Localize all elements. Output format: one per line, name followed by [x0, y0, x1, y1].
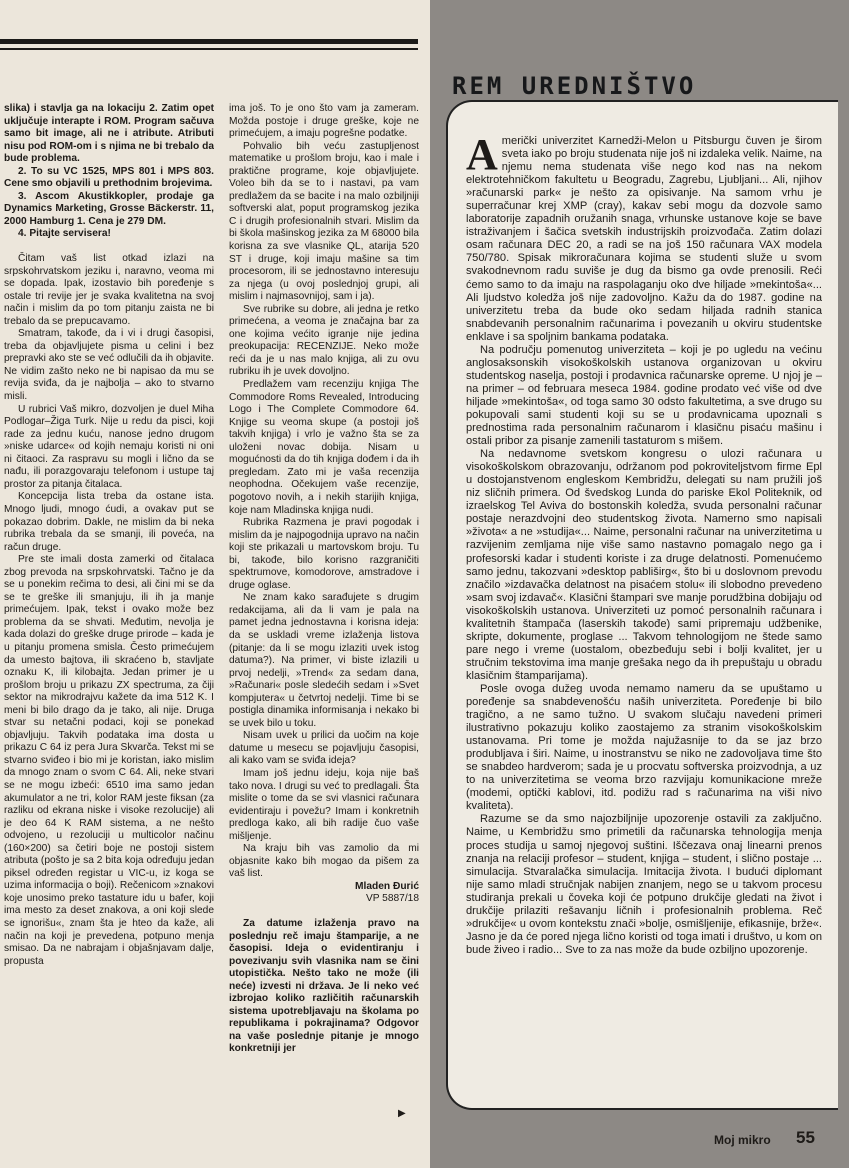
letter-signature-name: Mladen Đurić: [355, 880, 419, 892]
editorial-paragraph: Američki univerzitet Karnedži-Melon u Pitsburgu čuven je širom sveta iako po broju studenata nije još ni izdaleka velik. Naime, na njemu nema studenata više nego kod nas na nekom elektrotehničkom fakultetu u Beogradu, Zagrebu, Ljubljani... Ali, njihov »računarski park« je nešto za opisivanje. Na samom vrhu je superračunar krej XMP (cray), kakav sebi mogu da dozvole samo laboratorije zapadnih oružanih snaga, vrhunske ustanove koje se bave istraživanjem i šačica svetskih industrijskih proizvođača. Zatim dolazi osam računara DEC 20, a radi se na još 150 računara VAX modela 750/780. Spisak mikroračunara kojima se studenti služe u svom svakodnevnom radu suviše je dug da bismo ga ovde prenosili. Reći ćemo samo to da imaju na raspolaganju oko dve hiljade »mekintoša«... Ali ljudstvo koledža još nije zadovoljno. Kažu da do 1987. godine na univerzitetu treba da bude oko sedam hiljada radnih stanica snabdevanih personalnim računarima i povezanih u okviru studentske enklave i sa spoljnim bankama podataka.: [466, 135, 822, 343]
answer-paragraph: 2. To su VC 1525, MPS 801 i MPS 803. Cene smo objavili u prethodnim brojevima.: [4, 165, 214, 190]
editorial-column: [466, 135, 822, 1100]
letter-paragraph: Predlažem vam recenziju knjiga The Commodore Roms Revealed, Introducing Logo i The Complete Commodore 64. Knjige su veoma skupe (a postoji još takvih knjiga) i vrlo je važno šta se za uloženi novac dobija. Nisam u mogućnosti da do tih knjiga dođem i da ih pregledam. Zato mi je vaša recenzija neophodna. Očekujem vaše recenzije, pogotovo novih, a i nekih starijih knjiga, koje nam Mladinska knjiga nudi.: [229, 379, 419, 516]
answer-paragraph: 3. Ascom Akustikkopler, prodaje ga Dynamics Marketing, Grosse Bäckerstr. 11, 2000 Hamburg 1. Cena je 279 DM.: [4, 190, 214, 227]
letter-paragraph: Imam još jednu ideju, koja nije baš tako nova. I drugi su već to predlagali. Šta mislite o tome da se svi vlasnici računara evidentiraju i povežu? Imam i konkretnih predloga kako, ali bih radije čuo vaše mišljenje.: [229, 767, 419, 842]
letter-paragraph: Pre ste imali dosta zamerki od čitalaca zbog prevoda na srpskohrvatski. Tačno je da se u ponekim rečima to desi, ali čini mi se da se te greške ili smanjuju, ili ih ja manje primećujem. Ipak, tekst i ovako može bez problema da se shvati. Međutim, nevolja je kada dolazi do greške druge prirode – kada je u pitanju promena smisla. Često primećujem da umesto bajtova, ili skraćeno b, stavljate oznaku K, ili kilobajta. Jedan primer je u prošlom broju u prikazu ZX spectruma, za čiji sektor na mikrodrajvu kažete da ima 512 K. I meni bi bilo drago da je tako, ali nije. Druga stvar su netačni podaci, koji se ponekad objavljuju. Takvih podataka ima dosta u prikazu C 64 iz pera Jura Skvarča. Tekst mi se stvarno sviđeo i bio mi je koristan, iako mislim da mnogo znam o svom C 64. Ali, neke stvari se ne mogu izbeći: 6510 ima samo jedan akumulator a ne tri, kolor RAM jeste fiksan (za razliku od ekrana niske i visoke rezolucije) ali je deo 64 K RAM sistema, a ne nešto odvojeno, u rezoluciji u multicolor načinu (160×200) sa četiri boje ne postoji sistem atributa (pošto je sa 2 bita koja određuju jedan piksel određen registar u VIC-u, iz koga se uzima informacija o boji). Rečenicom »znakovi koje unosimo preko tastature idu u bafer, koji ima mesto za deset znakova, a oni koji slede se ignorišu«, znam šta je hteo da kaže, ali način na koji je prevedena, potpuno menja smisao. Da ne nabrajam i objašnjavam dalje, propusta: [4, 554, 214, 967]
top-rule-thick: [0, 39, 418, 44]
letter-paragraph: Na kraju bih vas zamolio da mi objasnite kako bih mogao da pišem za vaš list.: [229, 843, 419, 880]
continue-arrow-icon: ▶: [398, 1108, 406, 1119]
section-title: REM UREDNIŠTVO: [452, 72, 697, 100]
answer-paragraph: slika) i stavlja ga na lokaciju 2. Zatim opet uključuje interapte i ROM. Program sačuva samo bit image, ali ne i atribute. Atributi nisu pod ROM-om i s njima ne bi trebalo da bude problema.: [4, 103, 214, 165]
answer-paragraph: 4. Pitajte servisera!: [18, 228, 111, 240]
letter-paragraph: Ne znam kako sarađujete s drugim redakcijama, ali da li vam je pala na pamet jedna jednostavna i korisna ideja: da se uskladi vreme izlaženja listova (pitanje: da li se mogu izlaziti uvek istog datuma?). Na primer, vi biste izlazili u prvoj nedelji, »Trend« za sedam dana, »Računari« posle sledećih sedam i »Svet kompjutera« u četvrtoj nedelji. Time bi se postigla dinamika informisanja i nekako bi se uvek bilo u toku.: [229, 592, 419, 729]
letter-paragraph: Koncepcija lista treba da ostane ista. Mnogo ljudi, mnogo ćudi, a ovakav put se pokazao dobrim. Dakle, ne mislim da bi neka rubrika trebala da se smanji, ili poveća, na račun druge.: [4, 491, 214, 553]
letter-paragraph: Pohvalio bih veću zastupljenost matematike u prošlom broju, kao i male i praktične programe, koje objavljujete. Voleo bih da se to i nastavi, pa vam predlažem da se bacite i na malo ozbiljniji softverski alat, poput programskog jezika C i drugih profesionalnih stvari. Mislim da bi škola mašinskog jezika za M 68000 bila korisna za sve vlasnike QL, atarija 520 ST i druge, koji imaju mašine sa tim procesorom, ili se jednostavno interesuju za njega (u ovoj poslednjoj grupi, ali mislim i najmasovnijoj, sam i ja).: [229, 140, 419, 303]
editorial-reply: Za datume izlaženja pravo na poslednju reč imaju štamparije, a ne časopisi. Ideja o evidentiranju i povezivanju svih vlasnika nam se čini utopističkа. Nešto tako ne može (ili neće) izvesti ni država. Je li neko već izbrojao koliko različitih računarskih sistema upotrebljavaju na školama po republikama i pokrajinama? Odgovor na vaše poslednje pitanje je mnogo konkretniji jer: [229, 918, 419, 1055]
letters-column-1: [4, 103, 214, 1133]
letter-paragraph: Nisam uvek u prilici da uočim na koje datume u mesecu se pojavljuju časopisi, ali kako vam se sviđa ideja?: [229, 730, 419, 767]
drop-cap: A: [466, 135, 498, 179]
letter-paragraph: Sve rubrike su dobre, ali jedna je retko primećena, a veoma je značajna bar za one kojima većito igranje nije jedina preokupacija: RECENZIJE. Neko može reći da je u nas malo knjiga, ali zu ovu rubriku ih je uvek dovoljno.: [229, 303, 419, 378]
letter-signature-place: VP 5887/18: [365, 893, 419, 905]
letter-paragraph: U rubrici Vaš mikro, dozvoljen je duel Miha Podlogar–Žiga Turk. Nije u redu da pisci, koji rade za jednu kuću, nanose jedno drugom »niske udarce« od kojih nemaju koristi ni oni ni čitaoci. Za raspravu su mogli i lično da se nađu, ili porazgovaraju telefonom i ustupe taj prostor za pitanja čitalaca.: [4, 403, 214, 490]
letters-column-2: [229, 103, 419, 1133]
letter-paragraph: Rubrika Razmena je pravi pogodak i mislim da je najpogodnija upravo na način koji ste prikazali u martovskom broju. Tu bi, takođe, bilo korisno razgraničiti spektrumove, komodorove, amstradove i druge oglase.: [229, 517, 419, 591]
publication-name: Moj mikro: [714, 1133, 771, 1147]
letter-paragraph: ima još. To je ono što vam ja zameram. Možda postoje i druge greške, koje ne primećujem, a imaju pogrešne podatke.: [229, 103, 419, 140]
page-number: 55: [796, 1128, 815, 1147]
letter-paragraph: Čitam vaš list otkad izlazi na srpskohrvatskom jeziku i, naravno, veoma mi se dopada. Ipak, izostavio bih poređenje s ostale tri revije jer je svaka kvalitetna na svoj način i mislim da po tom pitanju zaista ne bi trebalo da se prepucavamo.: [4, 253, 214, 327]
editorial-paragraph: Posle ovoga dužeg uvoda nemamo nameru da se upuštamo u poređenje sa snabdevenošću naših univerziteta. Poređenje bi bilo tragično, a ne samo tužno. U svakom slučaju navedeni primeri ilustrativno pokazuju koliko zaostajemo za stranim visokoškolskim ustanovama. Pri tome je možda najužasnije to da se jaz brzo produbljava i širi. Naime, u inostranstvu se niko ne zadovoljava time što se snabdeo hardverom; sada je u procvatu softverska proizvodnja, a uz to na univerzitetima se veoma brzo razvijaju komunikacione mreže (modemi, optički kablovi, itd. podižu rad s računarima na viši nivo kvaliteta).: [466, 682, 822, 813]
editorial-paragraph: Na području pomenutog univerziteta – koji je po ugledu na većinu anglosaksonskih visokoškolskih ustanova organizovan u okviru studentskog naselja, postoji i prodavnica računarske opreme. U njoj je – na primer – od februara meseca 1984. godine prodato već više od dve hiljade »mekintoša«, od toga samo 30 odsto fakultetima, a sve drugo su pokupovali sami studenti koji su se u prodavnicama upoznali s prednostima rada personalnim računarom i klasičnu pisaću mašinu i ostali pribor za pisanje zamenili tastaturom s mišem.: [466, 343, 822, 448]
top-rule-thin: [0, 48, 418, 50]
letter-paragraph: Smatram, takođe, da i vi i drugi časopisi, treba da objavljujete pisma u celini i bez prepravki ako ste se već odlučili da ih objavite. Ne vidim zašto neko ne bi napisao da mu se revija sviđa, da je najbolja – ako to stvarno misli.: [4, 328, 214, 403]
editorial-paragraph: Razume se da smo najozbiljnije upozorenje ostavili za zaključno. Naime, u Kembridžu smo primetili da računarska tehnologija menja proces studija u samoj njegovoj suštini. Iščezava onaj linearni prenos znanja na relaciji profesor – student, knjiga – student, i slično postaje ... simulacija. Stvaralačka simulacija. Imitacija života. I budući diplomant nije samo mladi stručnjak nabijen znanjem, nego se u takvom procesu studiranja prekali u čoveka koji će potpuno drukčije gledati na život i drukčije prilaziti rešavanju ličnih i profesionalnih problema. Reč »drukčije« u ovom kontekstu znači »bolje, osmišljenije, efikasnije, brže«. Jasno je da će pored njega lično koristi od toga imati i društvo, u kom on bude živeo i radio... Sve to za nas može da bude ozbiljno upozorenje.: [466, 813, 822, 956]
editorial-paragraph: Na nedavnome svetskom kongresu o ulozi računara u visokoškolskom obrazovanju, održanom pod pokroviteljstvom firme Epl u dostojanstvenom engleskom Kembridžu, delegati su nam pružili još niz sličnih primera. Od švedskog Lunda do pariske Ekol Politeknik, od izraelskog Tel Aviva do bostonskih koledža, svuda personalni računar postaje nerazdvojni deo studentskog života. Namerno smo napisali »života« a ne »studija«... Naime, personalni računar na univerzitetima u razvijenim zemljama nije više samo nastavno pomagalo nego ga i profesorski kadar i studenti koriste i za druge delatnosti. Pomenućemo samo jednu, takozvani »desktop pabliširg«, što bi u doslovnom prevodu značilo »izdavačka delatnost na pisaćem stolu« ili slobodno prevedeno »sam svoj izdavač«. Klasični štampari sve manje porudžbina dobijaju od visokoškolskih ustanova. Univerziteti uz pomoć personalnih računara i kvalitetnih štampača (laserskih takođe) sami pripremaju udžbenike, skripte, dokumente, proglase ... Takvom tehnologijom ne štede samo pare nego i vreme (uostalom, obezbeđuju sebi i bolji kvalitet, jer u stručnim tekstovima ima manje grešaka nego da ih prepuštaju u obradu klasičnim štamparijama).: [466, 448, 822, 682]
